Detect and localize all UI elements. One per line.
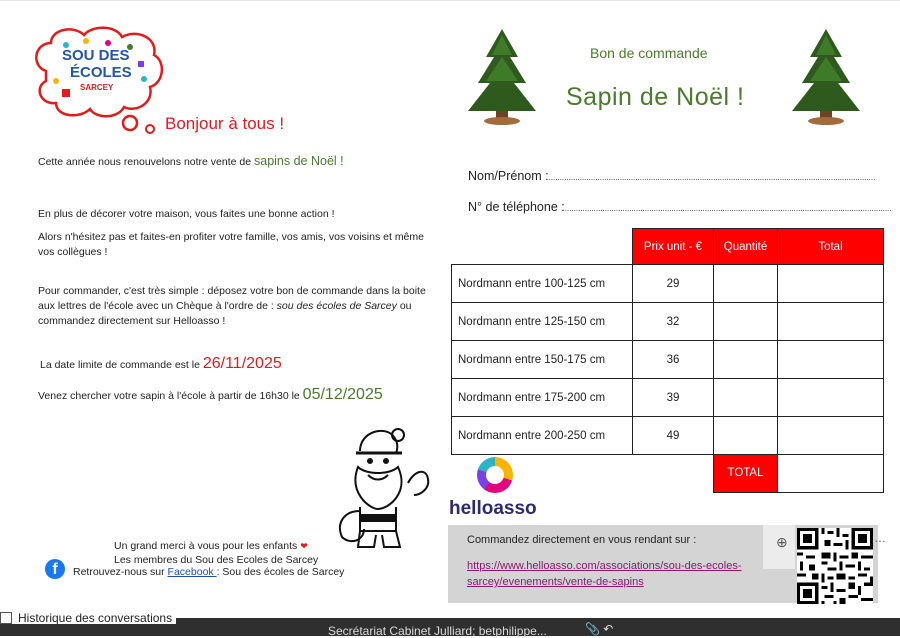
- heart-icon: ❤: [300, 541, 308, 551]
- row-label: Nordmann entre 200-250 cm: [452, 417, 633, 455]
- logo-text-line3: SARCEY: [80, 83, 114, 92]
- row-quantity-cell[interactable]: [714, 341, 778, 379]
- table-row: [452, 303, 884, 341]
- cheque-recipient: sou des écoles de Sarcey: [276, 300, 397, 312]
- row-quantity-cell[interactable]: [714, 265, 778, 303]
- row-total-cell[interactable]: [778, 379, 884, 417]
- follow-text: Retrouvez-nous sur: [73, 566, 168, 578]
- zoom-in-icon[interactable]: ⊕: [776, 534, 788, 550]
- total-label: TOTAL: [714, 455, 778, 493]
- facebook-icon[interactable]: f: [45, 559, 65, 579]
- conversation-history-toggle[interactable]: [0, 612, 176, 624]
- row-quantity-cell[interactable]: [714, 379, 778, 417]
- table-row: [452, 341, 884, 379]
- phone-field[interactable]: [468, 200, 892, 214]
- helloasso-url-line2: sarcey/evenements/vente-de-sapins: [467, 576, 644, 588]
- order-table: [451, 228, 884, 493]
- table-row: [452, 417, 884, 455]
- thanks-line2: Les membres du Sou des Ecoles de Sarcey: [114, 554, 319, 566]
- good-deed-paragraph: En plus de décorer votre maison, vous faites une bonne action !: [38, 208, 335, 220]
- table-header-row: [452, 229, 884, 265]
- row-label: Nordmann entre 150-175 cm: [452, 341, 633, 379]
- table-header-blank: [452, 229, 633, 265]
- row-price: 49: [633, 417, 714, 455]
- row-price: 32: [633, 303, 714, 341]
- row-label: Nordmann entre 100-125 cm: [452, 265, 633, 303]
- row-price: 39: [633, 379, 714, 417]
- name-dots: ...................................................................................................................................................: [548, 173, 876, 182]
- order-text: Pour commander, c'est très simple : déposez votre bon de commande dans la boite aux lettres de l'école avec un Chèque à l'ordre de :: [38, 285, 426, 312]
- intro-text: Cette année nous renouvelons notre vente de: [38, 156, 254, 168]
- helloasso-wordmark: helloasso: [449, 498, 537, 519]
- name-field[interactable]: [468, 169, 876, 183]
- helloasso-url-line1: https://www.helloasso.com/associations/sou-des-ecoles-: [467, 560, 742, 572]
- grand-total-cell[interactable]: [778, 455, 884, 493]
- pickup-line: [38, 387, 433, 404]
- qr-code: [797, 528, 873, 604]
- thanks-line1: Un grand merci à vous pour les enfants: [114, 540, 298, 552]
- table-total-row: [452, 455, 884, 493]
- row-quantity-cell[interactable]: [714, 417, 778, 455]
- deadline-line: [40, 356, 435, 373]
- attachment-icon[interactable]: 📎 ↶: [585, 622, 614, 636]
- row-quantity-cell[interactable]: [714, 303, 778, 341]
- invite-paragraph: Alors n'hésitez pas et faites-en profiter votre famille, vos amis, vos voisins et même vos collègues !: [38, 231, 424, 258]
- logo-text-line2: ÉCOLES: [70, 64, 132, 81]
- table-row: [452, 379, 884, 417]
- total-spacer: [633, 455, 714, 493]
- logo-text-line1: SOU DES: [62, 47, 130, 64]
- row-total-cell[interactable]: [778, 417, 884, 455]
- row-label: Nordmann entre 125-150 cm: [452, 303, 633, 341]
- phone-label: N° de téléphone :: [468, 200, 565, 214]
- order-instructions: [38, 284, 433, 329]
- pickup-label: Venez chercher votre sapin à l'école à partir de 16h30 le: [38, 390, 303, 402]
- facebook-row: [45, 559, 344, 579]
- intro-highlight: sapins de Noël !: [254, 154, 344, 168]
- name-label: Nom/Prénom :: [468, 169, 549, 183]
- helloasso-logo-icon: [477, 457, 513, 493]
- row-total-cell[interactable]: [778, 341, 884, 379]
- order-form-subtitle: Bon de commande: [590, 45, 708, 61]
- table-row: [452, 265, 884, 303]
- christmas-tree-right: [786, 27, 866, 125]
- pickup-date: 05/12/2025: [302, 386, 383, 403]
- christmas-tree-left: [462, 27, 542, 125]
- header-total: Total: [778, 229, 884, 265]
- follow-text-end: : Sou des écoles de Sarcey: [216, 566, 345, 578]
- more-options-icon[interactable]: …: [874, 531, 887, 545]
- order-form-title: Sapin de Noël !: [566, 83, 745, 111]
- conversation-history-label: Historique des conversations: [18, 611, 173, 625]
- row-total-cell[interactable]: [778, 265, 884, 303]
- row-price: 29: [633, 265, 714, 303]
- row-price: 36: [633, 341, 714, 379]
- phone-dots: ...................................................................................................................................................: [564, 204, 892, 213]
- deadline-label: La date limite de commande est le: [40, 359, 203, 371]
- facebook-link[interactable]: Facebook: [167, 566, 217, 578]
- greeting: Bonjour à tous !: [165, 114, 285, 133]
- deadline-date: 26/11/2025: [202, 355, 282, 372]
- intro-paragraph: [38, 154, 433, 170]
- header-unit-price: Prix unit - €: [633, 229, 714, 265]
- santa-illustration: [330, 423, 434, 555]
- header-quantity: Quantité: [714, 229, 778, 265]
- helloasso-link[interactable]: [467, 558, 782, 590]
- row-total-cell[interactable]: [778, 303, 884, 341]
- row-label: Nordmann entre 175-200 cm: [452, 379, 633, 417]
- order-text-end: ou commandez directement sur Helloasso !: [38, 300, 412, 327]
- checkbox-icon[interactable]: [0, 612, 12, 624]
- mail-preview[interactable]: Secrétariat Cabinet Julliard; betphilippe...: [328, 624, 547, 638]
- helloasso-cta: Commandez directement en vous rendant sur :: [467, 534, 697, 546]
